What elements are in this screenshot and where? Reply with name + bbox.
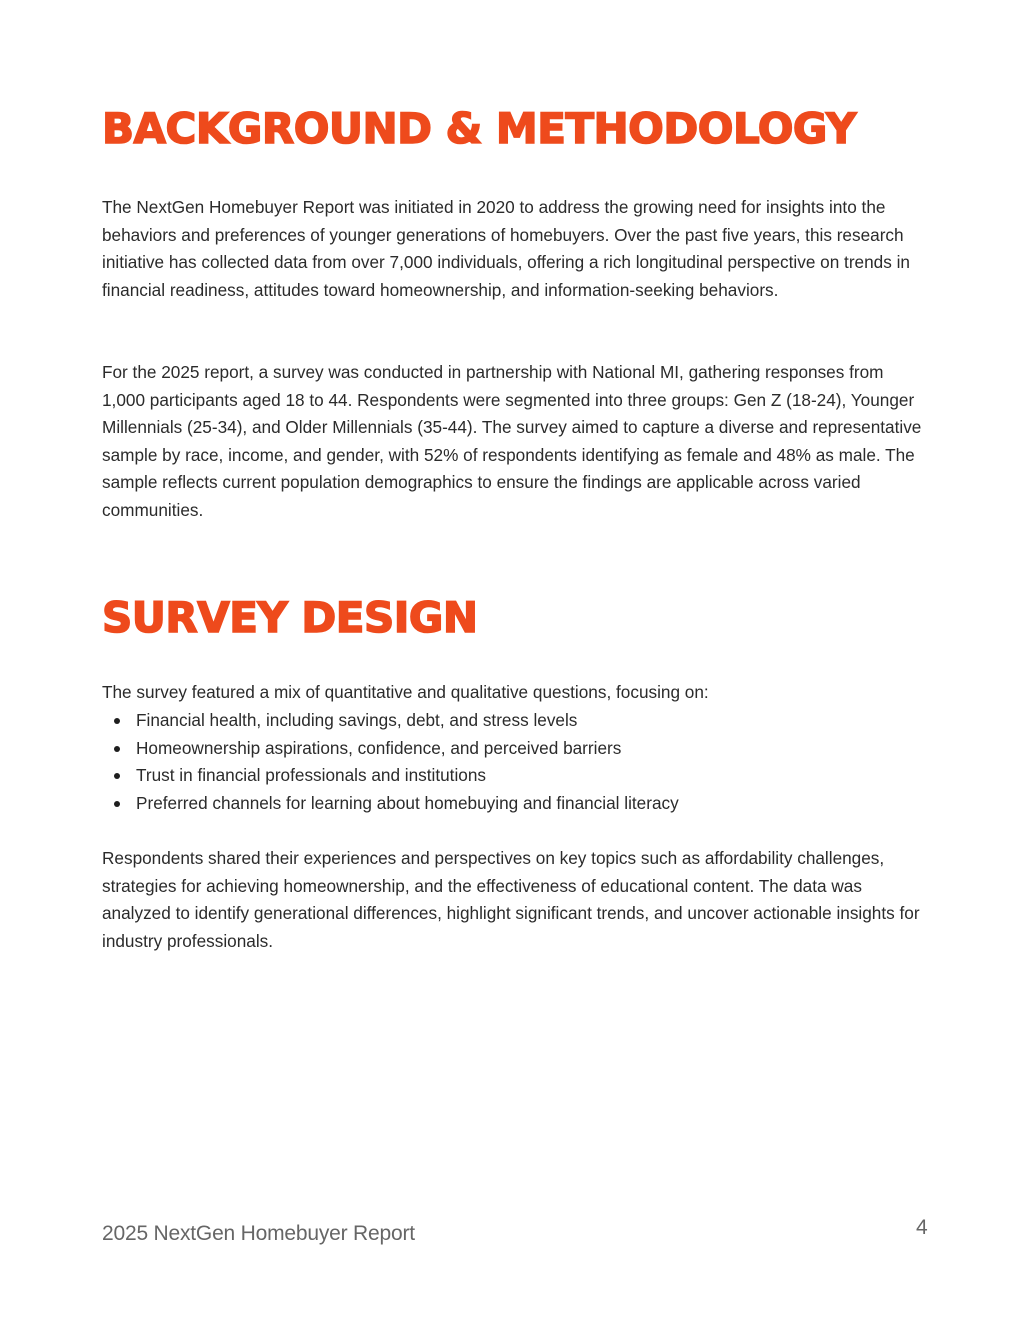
- background-paragraph-2: For the 2025 report, a survey was conducted in partnership with National MI, gathering responses from 1,000 participants aged 18 to 44. Respondents were segmented into three groups: Gen Z (18-24), Younger Millennials (25-34), and Older Millennials (35-44). The survey aimed to capture a diverse and representative sample by race, income, and gender, with 52% of respondents identifying as female and 48% as male. The sample reflects current population demographics to ensure the findings are applicable across varied communities.: [102, 362, 922, 520]
- bullet-icon: [114, 746, 120, 752]
- list-item: [102, 790, 922, 818]
- list-item-text: Trust in financial professionals and institutions: [136, 765, 486, 785]
- bullet-icon: [114, 718, 120, 724]
- list-item-text: Homeownership aspirations, confidence, and perceived barriers: [136, 737, 622, 758]
- list-item: [102, 762, 922, 790]
- list-item-text: Financial health, including savings, debt, and stress levels: [136, 710, 578, 730]
- list-item: [102, 707, 922, 735]
- list-item-text: Preferred channels for learning about homebuying and financial literacy: [136, 792, 679, 813]
- page-number: 4: [916, 1216, 928, 1239]
- bullet-icon: [114, 801, 120, 807]
- survey-closing-paragraph: Respondents shared their experiences and perspectives on key topics such as affordability challenges, strategies for achieving homeownership, and the effectiveness of educational content. The data was analyzed to identify generational differences, highlight significant trends, and uncover actionable insights for industry professionals.: [102, 848, 920, 951]
- background-paragraph-1: The NextGen Homebuyer Report was initiated in 2020 to address the growing need for insights into the behaviors and preferences of younger generations of homebuyers. Over the past five years, this research initiative has collected data from over 7,000 individuals, offering a rich longitudinal perspective on trends in financial readiness, attitudes toward homeownership, and information-seeking behaviors.: [102, 197, 910, 300]
- footer-report-title: 2025 NextGen Homebuyer Report: [102, 1222, 415, 1245]
- list-item: [102, 735, 922, 763]
- survey-focus-list: [102, 707, 922, 817]
- section-title-survey-design: SURVEY DESIGN: [102, 593, 478, 642]
- survey-intro: The survey featured a mix of quantitative and qualitative questions, focusing on:: [102, 682, 709, 702]
- section-title-background: BACKGROUND & METHODOLOGY: [102, 104, 856, 153]
- bullet-icon: [114, 773, 120, 779]
